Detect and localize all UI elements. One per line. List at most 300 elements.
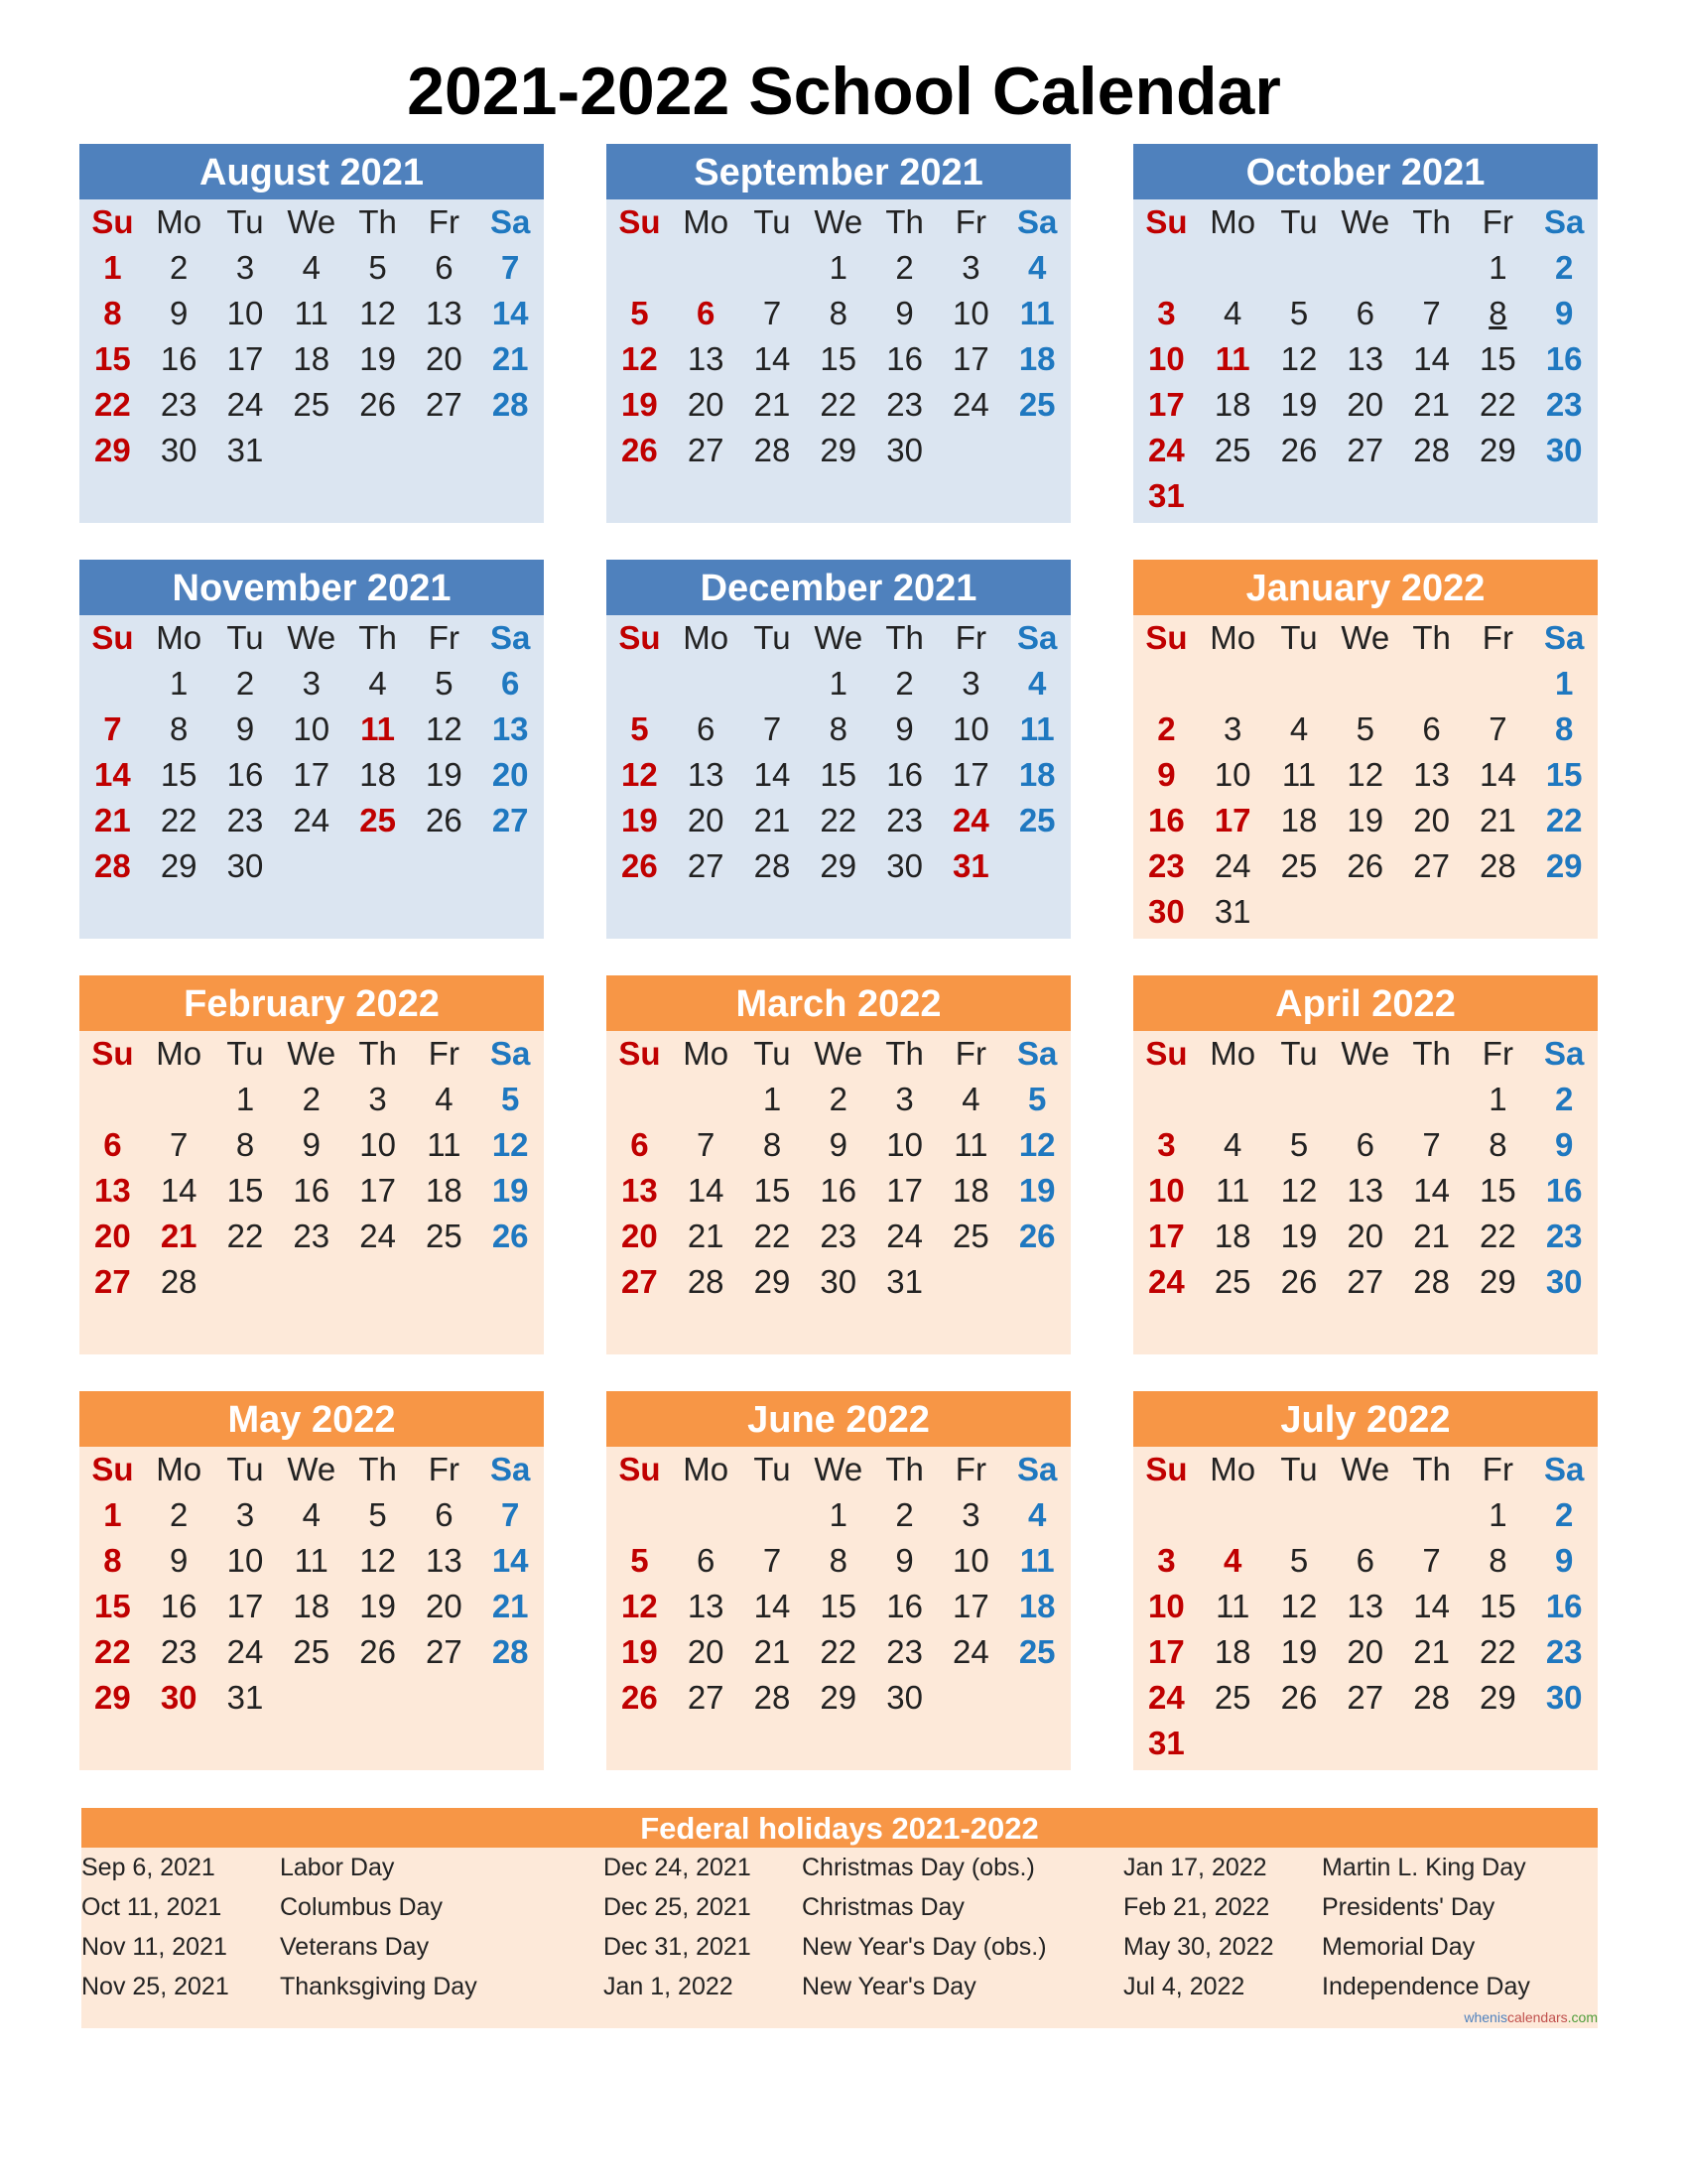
empty-cell: [1398, 1077, 1465, 1122]
weekday-header: Th: [1412, 1035, 1451, 1072]
day-cell: 28: [753, 432, 791, 468]
day-cell: 2: [1157, 710, 1176, 747]
day-cell: 26: [1280, 432, 1318, 468]
day-cell: 25: [1214, 1263, 1251, 1300]
day-cell: 20: [1347, 1218, 1384, 1254]
holiday-name: Columbus Day: [280, 1893, 443, 1921]
month-june-2022: [606, 1391, 1071, 1770]
day-cell: 6: [697, 295, 715, 331]
day-cell: 22: [820, 802, 857, 838]
day-cell: 1: [235, 1081, 255, 1117]
day-cell: 25: [1018, 802, 1056, 838]
day-cell: 15: [820, 340, 857, 377]
day-cell: 24: [293, 802, 330, 838]
day-cell: 5: [1289, 295, 1309, 331]
day-cell: 1: [1489, 1081, 1507, 1117]
empty-cell: [1200, 245, 1266, 291]
weekday-header: We: [287, 1451, 336, 1487]
day-cell: 5: [435, 665, 454, 702]
month-title: August 2021: [79, 144, 544, 199]
month-february-2022: [79, 975, 544, 1354]
weekday-header: We: [1341, 619, 1390, 656]
day-cell: 5: [1289, 1126, 1309, 1163]
day-cell: 23: [1545, 1633, 1583, 1670]
empty-cell: [1266, 1492, 1333, 1538]
empty-cell: [1200, 1077, 1266, 1122]
empty-cell: [1398, 245, 1465, 291]
day-cell: 18: [1214, 1633, 1251, 1670]
day-cell: 24: [953, 1633, 989, 1670]
day-cell: 9: [1555, 1542, 1574, 1579]
day-cell: 12: [621, 340, 658, 377]
day-cell: 20: [687, 386, 724, 423]
day-cell: 28: [753, 1679, 791, 1716]
empty-cell: [1133, 1492, 1200, 1538]
day-cell: 2: [1555, 249, 1574, 286]
weekday-header: Sa: [489, 619, 531, 656]
month-title: May 2022: [79, 1391, 544, 1447]
empty-cell: [1200, 1492, 1266, 1538]
day-cell: 5: [1028, 1081, 1047, 1117]
day-cell: 11: [294, 295, 328, 331]
day-cell: 31: [1214, 893, 1251, 930]
holiday-date: Oct 11, 2021: [81, 1893, 222, 1921]
day-cell: 28: [687, 1263, 724, 1300]
month-title: October 2021: [1133, 144, 1598, 199]
weekday-header: Th: [358, 203, 397, 240]
weekday-header: Th: [1412, 619, 1451, 656]
empty-cell: [1332, 1492, 1398, 1538]
weekday-header: Tu: [753, 619, 791, 656]
day-cell: 18: [1280, 802, 1318, 838]
day-cell: 17: [953, 340, 989, 377]
day-cell: 6: [1356, 295, 1374, 331]
month-september-2021: [606, 144, 1071, 523]
day-cell: 28: [1413, 1679, 1450, 1716]
weekday-header: Fr: [1482, 203, 1513, 240]
empty-cell: [1133, 245, 1200, 291]
day-cell: 28: [1480, 847, 1516, 884]
day-cell: 8: [103, 295, 122, 331]
weekday-header: Tu: [753, 1035, 791, 1072]
day-cell: 19: [1018, 1172, 1056, 1209]
day-cell: 8: [1489, 295, 1507, 331]
day-cell: 5: [630, 710, 649, 747]
day-cell: 15: [1480, 340, 1516, 377]
day-cell: 9: [235, 710, 255, 747]
credit-link[interactable]: [1464, 2009, 1598, 2025]
month-grid: [1133, 1447, 1598, 1766]
day-cell: 16: [886, 756, 923, 793]
day-cell: 24: [359, 1218, 396, 1254]
day-cell: 27: [1347, 1263, 1384, 1300]
day-cell: 1: [1489, 1496, 1507, 1533]
month-grid: [606, 199, 1071, 473]
day-cell: 24: [1214, 847, 1251, 884]
weekday-header: Su: [91, 203, 134, 240]
day-cell: 24: [953, 386, 989, 423]
day-cell: 4: [1028, 249, 1047, 286]
day-cell: 16: [293, 1172, 330, 1209]
credit-part: calendars: [1506, 2009, 1568, 2025]
day-cell: 29: [820, 847, 857, 884]
month-grid: [1133, 1031, 1598, 1305]
day-cell: 29: [160, 847, 197, 884]
day-cell: 26: [1280, 1263, 1318, 1300]
day-cell: 27: [687, 1679, 724, 1716]
day-cell: 13: [491, 710, 529, 747]
day-cell: 4: [1224, 1126, 1242, 1163]
day-cell: 16: [160, 1588, 197, 1624]
day-cell: 30: [1148, 893, 1185, 930]
month-january-2022: [1133, 560, 1598, 939]
empty-cell: [739, 245, 806, 291]
day-cell: 26: [621, 432, 658, 468]
day-cell: 29: [94, 1679, 131, 1716]
weekday-header: Mo: [683, 619, 729, 656]
weekday-header: Su: [1145, 1451, 1188, 1487]
day-cell: 25: [293, 1633, 330, 1670]
day-cell: 1: [103, 249, 122, 286]
weekday-header: Fr: [955, 619, 986, 656]
day-cell: 1: [829, 1496, 847, 1533]
weekday-header: Sa: [1543, 619, 1585, 656]
day-cell: 8: [103, 1542, 122, 1579]
day-cell: 21: [491, 340, 529, 377]
weekday-header: Mo: [1210, 619, 1256, 656]
day-cell: 30: [886, 1679, 923, 1716]
day-cell: 7: [103, 710, 122, 747]
day-cell: 21: [753, 386, 791, 423]
day-cell: 19: [621, 802, 658, 838]
day-cell: 27: [1347, 1679, 1384, 1716]
day-cell: 30: [1545, 1679, 1583, 1716]
weekday-header: Th: [358, 1035, 397, 1072]
day-cell: 5: [368, 1496, 387, 1533]
month-grid: [79, 199, 544, 473]
day-cell: 14: [687, 1172, 724, 1209]
day-cell: 11: [954, 1126, 988, 1163]
weekday-header: Tu: [753, 203, 791, 240]
day-cell: 20: [491, 756, 529, 793]
month-title: December 2021: [606, 560, 1071, 615]
federal-holidays-panel: [81, 1808, 1598, 2028]
day-cell: 31: [1148, 477, 1185, 514]
day-cell: 6: [697, 710, 715, 747]
day-cell: 23: [1545, 1218, 1583, 1254]
day-cell: 17: [226, 1588, 264, 1624]
day-cell: 14: [1413, 1172, 1450, 1209]
day-cell: 1: [1555, 665, 1574, 702]
weekday-header: We: [814, 203, 863, 240]
day-cell: 22: [94, 386, 131, 423]
day-cell: 28: [1413, 432, 1450, 468]
empty-cell: [1332, 245, 1398, 291]
weekday-header: Th: [358, 1451, 397, 1487]
day-cell: 22: [1480, 1633, 1516, 1670]
day-cell: 25: [1018, 386, 1056, 423]
day-cell: 5: [1356, 710, 1374, 747]
empty-cell: [1398, 1492, 1465, 1538]
empty-cell: [673, 1077, 739, 1122]
day-cell: 11: [1215, 340, 1250, 377]
day-cell: 18: [293, 1588, 330, 1624]
day-cell: 18: [1018, 340, 1056, 377]
day-cell: 7: [1422, 1126, 1441, 1163]
month-grid: [79, 615, 544, 889]
day-cell: 30: [886, 847, 923, 884]
day-cell: 14: [491, 295, 529, 331]
day-cell: 21: [753, 1633, 791, 1670]
month-title: February 2022: [79, 975, 544, 1031]
day-cell: 23: [886, 802, 923, 838]
month-grid: [1133, 615, 1598, 935]
day-cell: 17: [359, 1172, 396, 1209]
day-cell: 22: [753, 1218, 791, 1254]
day-cell: 1: [1489, 249, 1507, 286]
day-cell: 25: [293, 386, 330, 423]
weekday-header: Sa: [1543, 203, 1585, 240]
day-cell: 27: [687, 847, 724, 884]
day-cell: 16: [820, 1172, 857, 1209]
weekday-header: Mo: [156, 1451, 202, 1487]
day-cell: 11: [1019, 710, 1055, 747]
day-cell: 16: [886, 340, 923, 377]
day-cell: 16: [886, 1588, 923, 1624]
day-cell: 7: [697, 1126, 715, 1163]
day-cell: 4: [302, 249, 321, 286]
day-cell: 11: [1216, 1588, 1250, 1624]
day-cell: 14: [1413, 340, 1450, 377]
day-cell: 16: [1148, 802, 1185, 838]
day-cell: 12: [359, 295, 396, 331]
day-cell: 26: [359, 386, 396, 423]
day-cell: 22: [160, 802, 197, 838]
day-cell: 12: [491, 1126, 529, 1163]
day-cell: 15: [753, 1172, 791, 1209]
month-october-2021: [1133, 144, 1598, 523]
weekday-header: Mo: [1210, 1035, 1256, 1072]
holiday-date: Nov 11, 2021: [81, 1933, 227, 1961]
day-cell: 24: [1148, 432, 1185, 468]
weekday-header: We: [287, 203, 336, 240]
day-cell: 16: [1545, 1588, 1583, 1624]
day-cell: 14: [753, 340, 791, 377]
day-cell: 21: [491, 1588, 529, 1624]
holiday-date: Nov 25, 2021: [81, 1973, 229, 2000]
day-cell: 30: [226, 847, 264, 884]
day-cell: 22: [1545, 802, 1583, 838]
day-cell: 4: [435, 1081, 454, 1117]
holiday-name: Memorial Day: [1322, 1933, 1476, 1961]
day-cell: 13: [1413, 756, 1450, 793]
day-cell: 21: [160, 1218, 197, 1254]
month-july-2022: [1133, 1391, 1598, 1770]
weekday-header: Fr: [428, 619, 459, 656]
day-cell: 9: [1157, 756, 1176, 793]
day-cell: 10: [886, 1126, 923, 1163]
month-title: September 2021: [606, 144, 1071, 199]
weekday-header: Fr: [1482, 1035, 1513, 1072]
day-cell: 21: [1413, 1218, 1450, 1254]
month-may-2022: [79, 1391, 544, 1770]
day-cell: 25: [1280, 847, 1318, 884]
day-cell: 4: [1028, 665, 1047, 702]
weekday-header: Fr: [428, 1035, 459, 1072]
day-cell: 31: [886, 1263, 923, 1300]
empty-cell: [146, 1077, 212, 1122]
day-cell: 7: [762, 295, 782, 331]
day-cell: 5: [630, 1542, 649, 1579]
day-cell: 6: [103, 1126, 122, 1163]
day-cell: 17: [953, 756, 989, 793]
weekday-header: Mo: [156, 203, 202, 240]
day-cell: 31: [226, 432, 264, 468]
holiday-name: Presidents' Day: [1322, 1893, 1495, 1921]
day-cell: 21: [1480, 802, 1516, 838]
day-cell: 26: [621, 847, 658, 884]
weekday-header: Sa: [489, 1451, 531, 1487]
holiday-name: New Year's Day: [802, 1973, 976, 2000]
day-cell: 10: [953, 710, 989, 747]
weekday-header: Sa: [489, 1035, 531, 1072]
day-cell: 6: [1356, 1126, 1374, 1163]
month-grid: [606, 615, 1071, 889]
day-cell: 29: [753, 1263, 791, 1300]
day-cell: 19: [359, 340, 396, 377]
day-cell: 6: [697, 1542, 715, 1579]
empty-cell: [1266, 1077, 1333, 1122]
day-cell: 8: [829, 1542, 847, 1579]
day-cell: 4: [1289, 710, 1309, 747]
day-cell: 10: [293, 710, 330, 747]
day-cell: 28: [753, 847, 791, 884]
day-cell: 2: [1555, 1081, 1574, 1117]
day-cell: 2: [170, 249, 189, 286]
day-cell: 27: [687, 432, 724, 468]
month-grid: [79, 1031, 544, 1305]
day-cell: 3: [235, 249, 255, 286]
month-title: January 2022: [1133, 560, 1598, 615]
weekday-header: Tu: [226, 203, 264, 240]
holiday-name: Thanksgiving Day: [280, 1973, 477, 2000]
weekday-header: Tu: [753, 1451, 791, 1487]
day-cell: 29: [820, 432, 857, 468]
day-cell: 20: [94, 1218, 131, 1254]
day-cell: 13: [687, 1588, 724, 1624]
day-cell: 3: [1157, 295, 1176, 331]
empty-cell: [1133, 1077, 1200, 1122]
weekday-header: Su: [618, 1035, 661, 1072]
weekday-header: Th: [885, 203, 924, 240]
weekday-header: Su: [618, 1451, 661, 1487]
day-cell: 5: [368, 249, 387, 286]
weekday-header: Tu: [226, 619, 264, 656]
weekday-header: Th: [885, 1035, 924, 1072]
day-cell: 17: [953, 1588, 989, 1624]
empty-cell: [79, 661, 146, 707]
day-cell: 13: [1347, 1588, 1384, 1624]
day-cell: 13: [1347, 1172, 1384, 1209]
day-cell: 4: [368, 665, 387, 702]
empty-cell: [606, 661, 673, 707]
day-cell: 18: [1018, 756, 1056, 793]
empty-cell: [1133, 661, 1200, 707]
day-cell: 12: [1280, 1172, 1318, 1209]
day-cell: 27: [94, 1263, 131, 1300]
day-cell: 15: [226, 1172, 264, 1209]
day-cell: 24: [886, 1218, 923, 1254]
empty-cell: [606, 1077, 673, 1122]
weekday-header: Fr: [955, 1451, 986, 1487]
day-cell: 10: [1148, 1588, 1185, 1624]
weekday-header: Fr: [428, 203, 459, 240]
weekday-header: Th: [1412, 203, 1451, 240]
weekday-header: Sa: [489, 203, 531, 240]
day-cell: 27: [1347, 432, 1384, 468]
day-cell: 19: [1280, 1218, 1318, 1254]
weekday-header: Mo: [1210, 203, 1256, 240]
weekday-header: Su: [1145, 1035, 1188, 1072]
weekday-header: Tu: [1280, 619, 1318, 656]
day-cell: 14: [160, 1172, 197, 1209]
month-august-2021: [79, 144, 544, 523]
day-cell: 24: [226, 1633, 264, 1670]
day-cell: 3: [962, 1496, 980, 1533]
day-cell: 17: [1148, 386, 1185, 423]
day-cell: 4: [1224, 1542, 1242, 1579]
day-cell: 11: [427, 1126, 461, 1163]
day-cell: 29: [1480, 432, 1516, 468]
day-cell: 25: [426, 1218, 462, 1254]
day-cell: 22: [820, 386, 857, 423]
day-cell: 9: [302, 1126, 321, 1163]
weekday-header: Tu: [1280, 1035, 1318, 1072]
day-cell: 27: [426, 1633, 462, 1670]
holiday-date: May 30, 2022: [1123, 1933, 1274, 1961]
day-cell: 5: [501, 1081, 520, 1117]
weekday-header: We: [814, 1451, 863, 1487]
day-cell: 4: [962, 1081, 980, 1117]
day-cell: 15: [1545, 756, 1583, 793]
day-cell: 11: [294, 1542, 328, 1579]
day-cell: 9: [895, 1542, 914, 1579]
day-cell: 18: [426, 1172, 462, 1209]
day-cell: 29: [1480, 1679, 1516, 1716]
empty-cell: [606, 1492, 673, 1538]
day-cell: 15: [820, 1588, 857, 1624]
weekday-header: Su: [91, 1035, 134, 1072]
day-cell: 28: [491, 386, 529, 423]
day-cell: 23: [1545, 386, 1583, 423]
weekday-header: Su: [1145, 203, 1188, 240]
day-cell: 23: [886, 1633, 923, 1670]
day-cell: 4: [1224, 295, 1242, 331]
day-cell: 17: [293, 756, 330, 793]
empty-cell: [673, 661, 739, 707]
holiday-name: Labor Day: [280, 1854, 395, 1881]
day-cell: 20: [687, 1633, 724, 1670]
day-cell: 6: [1356, 1542, 1374, 1579]
day-cell: 16: [1545, 340, 1583, 377]
day-cell: 13: [426, 295, 462, 331]
day-cell: 6: [435, 249, 454, 286]
empty-cell: [739, 1492, 806, 1538]
day-cell: 12: [426, 710, 462, 747]
day-cell: 11: [1019, 1542, 1055, 1579]
day-cell: 27: [1413, 847, 1450, 884]
day-cell: 26: [359, 1633, 396, 1670]
